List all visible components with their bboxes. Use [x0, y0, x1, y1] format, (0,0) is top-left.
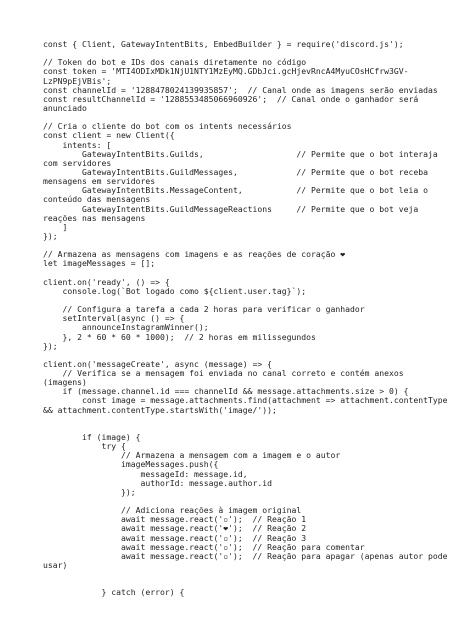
- code-line: if (image) {: [43, 432, 141, 443]
- code-line: });: [43, 340, 58, 351]
- code-line: mensagens em servidores: [43, 176, 156, 187]
- code-line: console.log(`Bot logado como ${client.user.tag}`);: [43, 285, 307, 296]
- code-line: });: [43, 486, 136, 497]
- code-line: imageMessages.push({: [43, 459, 219, 470]
- code-line: });: [43, 230, 58, 241]
- code-line: const resultChannelId = '1288553485066960926'; // Canal onde o ganhador será: [43, 93, 419, 104]
- code-line: // Armazena a mensagem com a imagem e o autor: [43, 450, 341, 461]
- code-line: [43, 570, 435, 579]
- code-line: GatewayIntentBits.Guilds, // Permite que o bot interaja: [43, 148, 438, 159]
- code-line: // Token do bot e IDs dos canais diretamente no código: [43, 57, 307, 68]
- code-line: // Configura a tarefa a cada 2 horas para verificar o ganhador: [43, 304, 365, 315]
- code-line: [43, 415, 435, 424]
- code-line: await message.react('❤'); // Reação 2: [43, 523, 307, 534]
- code-line: conteúdo das mensagens: [43, 194, 151, 205]
- code-line: messageId: message.id,: [43, 468, 248, 479]
- code-line: // Adiciona reações à imagem original: [43, 505, 302, 516]
- code-line: // Armazena as mensagens com imagens e as reações de coração ❤: [43, 249, 346, 260]
- code-line: GatewayIntentBits.GuildMessages, // Permite que o bot receba: [43, 166, 428, 177]
- code-line: usar): [43, 560, 68, 571]
- code-line: client.on('messageCreate', async (message) => {: [43, 358, 273, 369]
- code-line: anunciado: [43, 102, 87, 113]
- code-line: await message.react('▫'); // Reação 1: [43, 514, 307, 525]
- code-line: LzPN9pEjVBis';: [43, 75, 112, 86]
- code-line: // Verifica se a mensagem foi enviada no canal correto e contém anexos: [43, 368, 404, 379]
- code-line: GatewayIntentBits.MessageContent, // Permite que o bot leia o: [43, 185, 428, 196]
- code-line: const image = message.attachments.find(attachment => attachment.contentType: [43, 395, 448, 406]
- code-line: GatewayIntentBits.GuildMessageReactions // Permite que o bot veja: [43, 203, 419, 214]
- code-line: } catch (error) {: [43, 587, 185, 598]
- code-line: if (message.channel.id === channelId && message.attachments.size > 0) {: [43, 386, 409, 397]
- code-line: let imageMessages = [];: [43, 258, 156, 269]
- code-listing: [43, 39, 448, 598]
- code-line: await message.react('▫'); // Reação 3: [43, 532, 307, 543]
- code-line: announceInstagramWinner();: [43, 322, 209, 333]
- code-line: intents: [: [43, 139, 112, 150]
- code-line: (imagens): [43, 377, 87, 388]
- code-line: && attachment.contentType.startsWith('image/'));: [43, 404, 277, 415]
- code-line: }, 2 * 60 * 60 * 1000); // 2 horas em milissegundos: [43, 331, 316, 342]
- code-line: setInterval(async () => {: [43, 313, 185, 324]
- code-line: await message.react('▫'); // Reação para apagar (apenas autor pode: [43, 550, 448, 561]
- code-line: const client = new Client({: [43, 130, 175, 141]
- code-line: // Cria o cliente do bot com os intents necessários: [43, 121, 292, 132]
- code-line: ]: [43, 221, 68, 232]
- code-line: client.on('ready', () => {: [43, 276, 170, 287]
- code-line: await message.react('▫'); // Reação para comentar: [43, 541, 365, 552]
- code-line: com servidores: [43, 157, 112, 168]
- code-line: reações nas mensagens: [43, 212, 146, 223]
- code-line: authorId: message.author.id: [43, 477, 273, 488]
- code-line: const { Client, GatewayIntentBits, EmbedBuilder } = require('discord.js');: [43, 39, 404, 49]
- code-line: const token = 'MTI4ODIxMDk1NjU1NTY1MzEyMQ.GDbJci.gcHjevRncA4MyuCOsHCfrw3GV-: [43, 66, 409, 77]
- code-line: try {: [43, 441, 126, 452]
- code-line: const channelId = '1288478024139935857'; // Canal onde as imagens serão enviadas: [43, 84, 438, 95]
